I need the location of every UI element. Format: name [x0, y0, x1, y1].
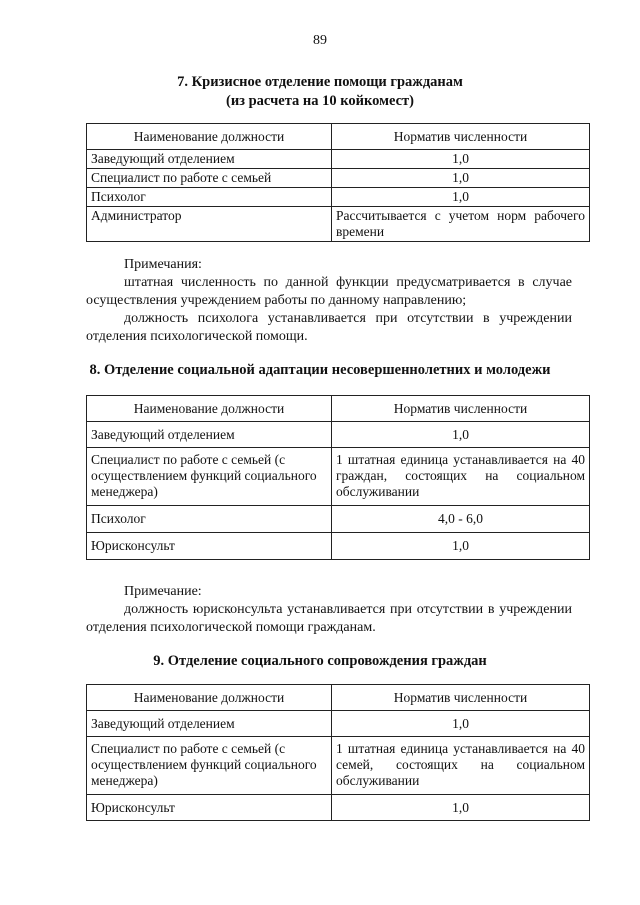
- header-position: Наименование должности: [87, 685, 332, 711]
- table-row: [87, 169, 590, 188]
- position-cell: Психолог: [87, 188, 332, 207]
- position-cell: Специалист по работе с семьей: [87, 169, 332, 188]
- norm-cell: 4,0 - 6,0: [332, 506, 590, 533]
- notes-heading: Примечания:: [124, 257, 202, 272]
- norm-cell: 1,0: [332, 795, 590, 821]
- position-cell: Заведующий отделением: [87, 422, 332, 448]
- table-row: [87, 711, 590, 737]
- header-norm: Норматив численности: [332, 396, 590, 422]
- norm-cell: 1 штатная единица устанавливается на 40 граждан, состоящих на социальном обслуживании: [332, 448, 590, 506]
- table-row: [87, 448, 590, 506]
- table-row: [87, 506, 590, 533]
- norm-cell: 1,0: [332, 150, 590, 169]
- table-header-row: [87, 124, 590, 150]
- section-8-notes: [86, 583, 572, 637]
- position-cell: Специалист по работе с семьей (с осуществлением функций социального менеджера): [87, 448, 332, 506]
- section-7-notes: [86, 256, 572, 346]
- notes-heading: Примечание:: [124, 584, 202, 599]
- note-item: должность психолога устанавливается при отсутствии в учреждении отделения психологической помощи.: [86, 311, 572, 344]
- position-cell: Заведующий отделением: [87, 711, 332, 737]
- section-8-title: 8. Отделение социальной адаптации несовершеннолетних и молодежи: [89, 362, 551, 378]
- table-row: [87, 188, 590, 207]
- norm-cell: 1,0: [332, 188, 590, 207]
- page-number: 89: [313, 33, 327, 48]
- position-cell: Специалист по работе с семьей (с осуществлением функций социального менеджера): [87, 737, 332, 795]
- position-cell: Администратор: [87, 207, 332, 242]
- table-header-row: [87, 396, 590, 422]
- position-cell: Психолог: [87, 506, 332, 533]
- norm-cell: 1 штатная единица устанавливается на 40 семей, состоящих на социальном обслуживании: [332, 737, 590, 795]
- section-8-table: [86, 395, 590, 560]
- norm-cell: 1,0: [332, 422, 590, 448]
- table-row: [87, 150, 590, 169]
- header-norm: Норматив численности: [332, 685, 590, 711]
- header-position: Наименование должности: [87, 124, 332, 150]
- note-item: штатная численность по данной функции предусматривается в случае осуществления учреждением работы по данному направлению;: [86, 275, 572, 308]
- norm-cell: Рассчитывается с учетом норм рабочего времени: [332, 207, 590, 242]
- section-7-subtitle: (из расчета на 10 койкомест): [225, 93, 415, 109]
- section-9-table: [86, 684, 590, 821]
- header-norm: Норматив численности: [332, 124, 590, 150]
- position-cell: Юрисконсульт: [87, 795, 332, 821]
- position-cell: Заведующий отделением: [87, 150, 332, 169]
- table-row: [87, 533, 590, 560]
- table-header-row: [87, 685, 590, 711]
- header-position: Наименование должности: [87, 396, 332, 422]
- norm-cell: 1,0: [332, 533, 590, 560]
- section-7-table: [86, 123, 590, 242]
- table-row: [87, 795, 590, 821]
- norm-cell: 1,0: [332, 711, 590, 737]
- section-9-title: 9. Отделение социального сопровождения граждан: [153, 653, 487, 669]
- note-item: должность юрисконсульта устанавливается при отсутствии в учреждении отделения психологической помощи гражданам.: [86, 602, 572, 635]
- position-cell: Юрисконсульт: [87, 533, 332, 560]
- norm-cell: 1,0: [332, 169, 590, 188]
- section-7-title: 7. Кризисное отделение помощи гражданам: [177, 74, 463, 90]
- table-row: [87, 422, 590, 448]
- table-row: [87, 737, 590, 795]
- table-row: [87, 207, 590, 242]
